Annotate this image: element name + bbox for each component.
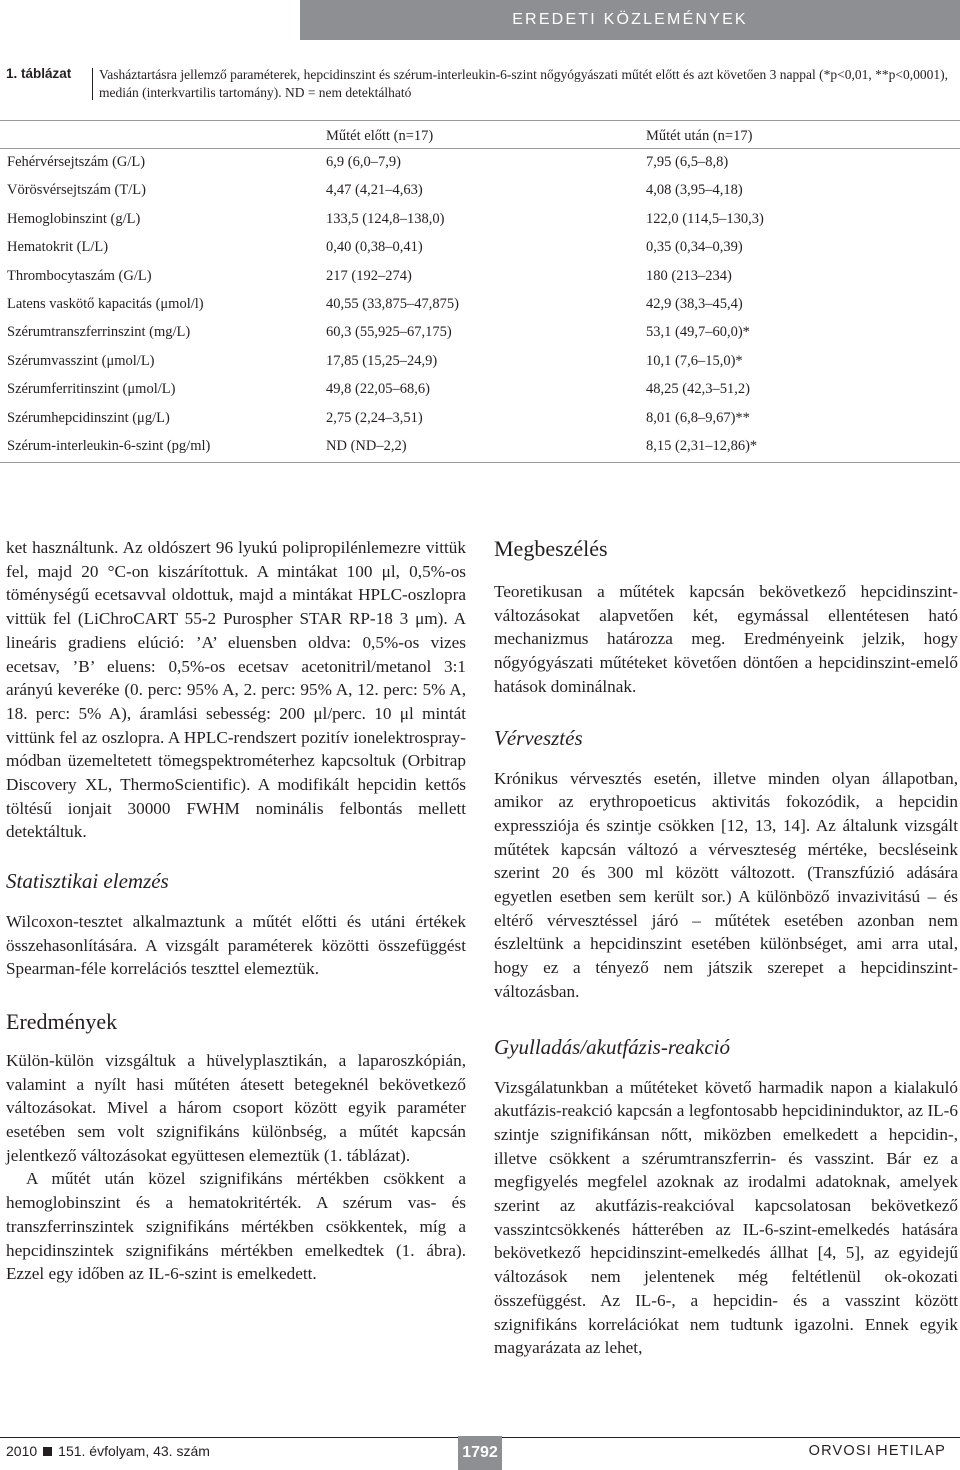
results-paragraph-1: Külön-külön vizsgáltuk a hüvelyplasztikán, a laparoszkópián, valamint a nyílt hasi műtéten átesett betegeknél bekövetkező változásokat. Mivel a három csoport között egyik paraméter esetében sem volt szignifikáns különbség, a műtét kapcsán jelentkező változásokat együttesen elemeztük (1. táblázat).: [6, 1050, 466, 1165]
page-number: 1792: [462, 1444, 498, 1461]
results-paragraph-2: A műtét után közel szignifikáns mértékben csökkent a hemoglobinszint és a hematokritérték. A szérum vas- és transzferrinszintek szignifikáns mértékben csökkentek, míg a hepcidinszintek szignifikáns mértékben emelkedtek (1. ábra). Ezzel egy időben az IL-6-szint is emelkedett.: [6, 1169, 466, 1284]
table-cell-after: 0,35 (0,34–0,39): [646, 239, 743, 256]
table-row: [0, 294, 960, 322]
table-cell-after: 7,95 (6,5–8,8): [646, 154, 729, 170]
table-cell-after: 122,0 (114,5–130,3): [646, 210, 764, 227]
section-banner-text: EREDETI KÖZLEMÉNYEK: [512, 11, 748, 28]
table-row: [0, 351, 960, 379]
table-cell-before: 17,85 (15,25–24,9): [326, 352, 438, 369]
results-heading: Eredmények: [6, 1008, 118, 1034]
table-cell-before: 4,47 (4,21–4,63): [326, 182, 423, 199]
journal-name: ORVOSI HETILAP: [808, 1443, 946, 1459]
table-cell-before: 6,9 (6,0–7,9): [326, 154, 401, 170]
table-cell-before: ND (ND–2,2): [326, 438, 407, 454]
column-header-before: Műtét előtt (n=17): [326, 128, 434, 144]
footer-year: 2010: [6, 1443, 38, 1459]
table-cell-before: 0,40 (0,38–0,41): [326, 239, 423, 256]
section-banner: [300, 0, 960, 40]
statistics-heading: Statisztikai elemzés: [6, 868, 169, 893]
square-bullet-icon: [43, 1447, 52, 1456]
table-row: [0, 379, 960, 407]
table-cell-parameter: Szérumtranszferrinszint (mg/L): [7, 324, 191, 341]
table-cell-parameter: Hematokrit (L/L): [7, 239, 109, 256]
table-cell-parameter: Vörösvérsejtszám (T/L): [7, 182, 146, 199]
table-cell-before: 49,8 (22,05–68,6): [326, 381, 430, 398]
table-bottom-rule: [0, 462, 960, 463]
table-cell-before: 40,55 (33,875–47,875): [326, 296, 459, 312]
caption-divider: [92, 68, 93, 100]
table-cell-parameter: Szérum-interleukin-6-szint (pg/ml): [7, 438, 211, 454]
table-cell-after: 4,08 (3,95–4,18): [646, 182, 743, 199]
table-cell-parameter: Szérumferritinszint (μmol/L): [7, 381, 176, 398]
table-row: [0, 322, 960, 350]
table-cell-before: 133,5 (124,8–138,0): [326, 210, 445, 227]
table-cell-parameter: Fehérvérsejtszám (G/L): [7, 154, 146, 170]
table-row: [0, 408, 960, 436]
table-cell-after: 10,1 (7,6–15,0)*: [646, 352, 743, 369]
table-cell-after: 8,01 (6,8–9,67)**: [646, 409, 750, 426]
column-header-after: Műtét után (n=17): [646, 128, 753, 144]
table-row: [0, 180, 960, 208]
table-cell-after: 53,1 (49,7–60,0)*: [646, 324, 750, 341]
table-cell-parameter: Latens vaskötő kapacitás (μmol/l): [7, 296, 204, 312]
right-column: [494, 536, 958, 1360]
table-cell-parameter: Hemoglobinszint (g/L): [7, 210, 141, 227]
table-cell-parameter: Szérumhepcidinszint (μg/L): [7, 409, 170, 426]
table-row: [0, 436, 960, 464]
statistics-paragraph: Wilcoxon-tesztet alkalmaztunk a műtét előtti és utáni értékek összehasonlítására. A vizsgált paraméterek közötti összefüggést Spearman-féle korrelációs teszttel elemeztük.: [6, 911, 466, 979]
inflammation-paragraph: Vizsgálatunkban a műtéteket követő harmadik napon a kialakuló akutfázis-reakció kapcsán a legfontosabb hepcidininduktor, az IL-6 szintje szignifikánsan nőtt, miközben emelkedett a hepcidin-, illetve csökkent a szérumtranszferrin- és vasszint. Bár ez a megfigyelés megfelel azoknak az irodalmi adatoknak, amelyek szerint az akutfázis-reakcióval kapcsolatosan bekövetkező vasszintcsökkenés hátterében az IL-6-szint-emelkedés hatására bekövetkező hepcidinszint-emelkedés állhat [4, 5], az egyidejű változások nem jelentenek még feltétlenül ok-okozati összefüggést. Az IL-6-, a hepcidin- és a vasszint között szignifikáns korrelációkat nem tudtunk igazolni. Ennek egyik magyarázata az lehet,: [494, 1077, 958, 1358]
table-label: 1. táblázat: [6, 66, 72, 81]
table-row: [0, 266, 960, 294]
table-row: [0, 152, 960, 180]
table-cell-before: 217 (192–274): [326, 267, 412, 284]
table-caption: Vasháztartásra jellemző paraméterek, hepcidinszint és szérum-interleukin-6-szint nőgyógyászati műtét előtt és azt követően 3 nappal (*p<0,01, **p<0,0001), medián (interkvartilis tartomány). ND = nem detektálható: [99, 67, 948, 100]
table-cell-parameter: Szérumvasszint (μmol/L): [7, 352, 155, 369]
table-header-rule: [0, 148, 960, 149]
methods-paragraph: ket használtunk. Az oldószert 96 lyukú polipropilénlemezre vittük fel, majd 20 °C-on kiszárítottuk. A mintákat 100 μl, 0,5%-os töménységű ecetsavval oldottuk, majd a mintákat HPLC-oszlopra vittük fel (LiChroCART 55-2 Purospher STAR RP-18 3 μm). A lineáris gradiens elúció: ’A’ eluensben oldva: 0,5%-os vizes ecetsav, ’B’ eluens: 0,5%-os ecetsav acetonitril/metanol 3:1 arányú keveréke (0. perc: 95% A, 2. perc: 95% A, 12. perc: 5% A, 18. perc: 5% A), áramlási sebesség: 200 μl/perc. 10 μl mintát vittünk fel az oszlopra. A HPLC-rendszert pozitív ionelektrospray-módban üzemeltetett tömegspektrométerhez kapcsoltuk (Orbitrap Discovery XL, ThermoScientific). A modifikált hepcidin kettős töltésű ionjait 30000 FWHM nominális felbontás mellett detektáltuk.: [6, 538, 466, 842]
blood-loss-paragraph: Krónikus vérvesztés esetén, illetve minden olyan állapotban, amikor az erythropoeticus aktivitás fokozódik, a hepcidin expressziója és szintje csökken [12, 13, 14]. Az általunk vizsgált műtétek kapcsán változó a vérveszteség mértéke, becsléseink szerint 20 és 300 ml között változott. (Transzfúzió adására egyetlen esetben sem került sor.) A különböző invazivitású – és eltérő vérvesztéssel járó – műtétek esetében azonban nem észleltünk a hepcidinszint esetében különbséget, ami arra utal, hogy ez a tényező nem játszik szerepet a hepcidinszint-változásban.: [494, 768, 958, 1001]
discussion-paragraph: Teoretikusan a műtétek kapcsán bekövetkező hepcidinszint-változásokat alapvetően két, egymással ellentétesen ható mechanizmus határozza meg. Eredményeink jelzik, hogy nőgyógyászati műtéteket követően döntően a hepcidinszint-emelő hatások dominálnak.: [494, 582, 958, 696]
table-cell-before: 60,3 (55,925–67,175): [326, 324, 452, 341]
discussion-heading: Megbeszélés: [494, 536, 608, 561]
blood-loss-heading: Vérvesztés: [494, 725, 583, 750]
table-row: [0, 237, 960, 265]
table-cell-after: 48,25 (42,3–51,2): [646, 381, 750, 398]
table-cell-after: 180 (213–234): [646, 267, 732, 284]
page-number-box: [458, 1436, 502, 1470]
table-cell-after: 42,9 (38,3–45,4): [646, 296, 743, 312]
inflammation-heading: Gyulladás/akutfázis-reakció: [494, 1034, 731, 1059]
left-column: [6, 536, 466, 1286]
table-cell-after: 8,15 (2,31–12,86)*: [646, 438, 758, 454]
table-cell-before: 2,75 (2,24–3,51): [326, 409, 423, 426]
footer-issue: 151. évfolyam, 43. szám: [58, 1443, 210, 1459]
table-top-rule: [0, 120, 960, 121]
table-header-row: [0, 126, 960, 154]
footer-issue-info: [6, 1443, 210, 1459]
table-row: [0, 209, 960, 237]
table-cell-parameter: Thrombocytaszám (G/L): [7, 267, 152, 284]
